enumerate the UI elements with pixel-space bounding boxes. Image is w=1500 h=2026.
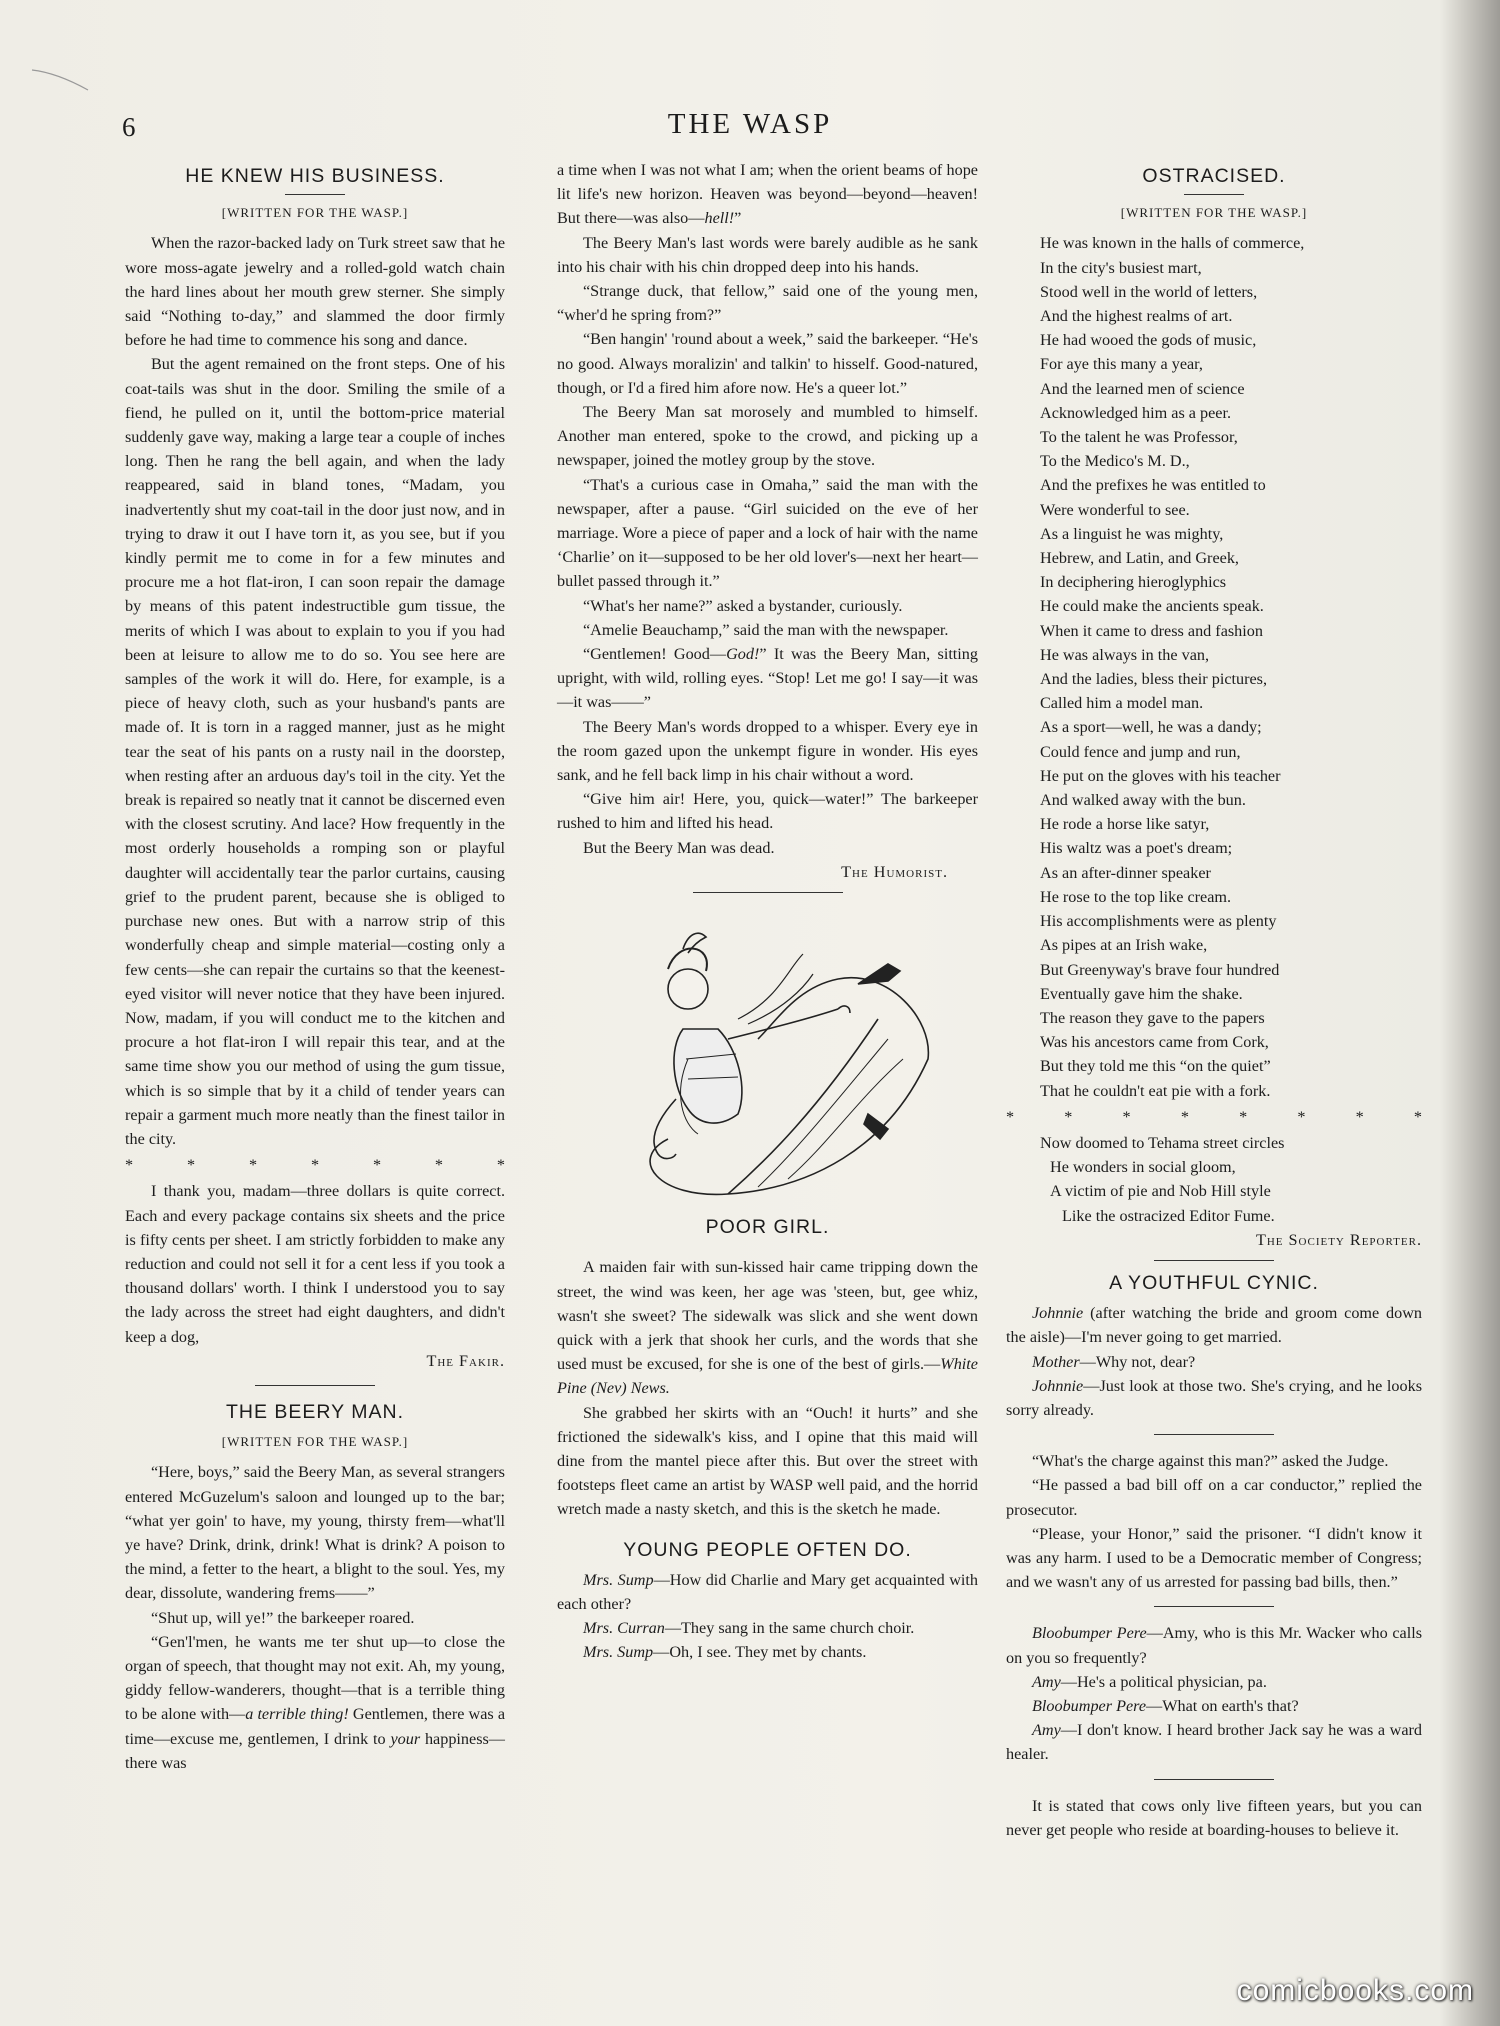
poem-line: The reason they gave to the papers <box>1040 1008 1265 1027</box>
falling-girl-illustration <box>588 909 948 1209</box>
poem-line: But they told me this “on the quiet” <box>1040 1057 1271 1076</box>
poem-stanza <box>1006 231 1422 1102</box>
section-stars: * * * * * * * <box>125 1156 505 1175</box>
poem-line: In deciphering hieroglyphics <box>1040 573 1227 592</box>
ornament-divider <box>1154 1260 1274 1261</box>
paragraph: The Beery Man's last words were barely audible as he sank into his chair with his chin dropped deep into his hands. <box>557 233 978 276</box>
poem-line: He had wooed the gods of music, <box>1040 331 1257 350</box>
poem-line: Were wonderful to see. <box>1040 500 1190 519</box>
paragraph: When the razor-backed lady on Turk street saw that he wore moss-agate jewelry and a rolled-gold watch chain the hard lines about her mouth grew sterner. She simply said “Nothing to-day,” and slammed the door firmly before he had time to commence his song and dance. <box>125 234 505 350</box>
poem-line: He rode a horse like satyr, <box>1040 815 1210 834</box>
paragraph: “Give him air! Here, you, quick—water!” The barkeeper rushed to him and lifted his head. <box>557 790 978 833</box>
paragraph: She grabbed her skirts with an “Ouch! it hurts” and she frictioned the sidewalk's kiss, and I opine that this maid will dine from the mantel piece after this. But over the street with footsteps fleet came an artist by WASP well paid, and the horrid wretch made a nasty sketch, and this is the sketch he made. <box>557 1403 978 1519</box>
signature: The Humorist. <box>841 862 948 881</box>
divider <box>1184 194 1244 195</box>
poem-line: A victim of pie and Nob Hill style <box>1050 1182 1271 1201</box>
paragraph: Amy—He's a political physician, pa. <box>1032 1672 1267 1691</box>
poem-line: As a sport—well, he was a dandy; <box>1040 718 1262 737</box>
poem-line: For aye this many a year, <box>1040 355 1203 374</box>
paragraph: “Ben hangin' 'round about a week,” said the barkeeper. “He's no good. Always moralizin' and talkin' to hisself. Good-natured, though, or I'd a fired him afore now. He's a queer lot.” <box>557 330 978 397</box>
column-middle <box>557 158 978 1665</box>
paragraph: “Gen'l'men, he wants me ter shut up—to close the organ of speech, that thought may not exit. Ah, my young, giddy fellow-wanderers, thought—that is a terrible thing to be alone with—a terrible thing! Gentlemen, there was a time—excuse me, gentlemen, I drink to your happiness—there was <box>125 1632 506 1772</box>
poem-line: Called him a model man. <box>1040 694 1204 713</box>
divider <box>1154 1779 1274 1780</box>
watermark: comicbooks.com <box>1236 1974 1474 2007</box>
column-right <box>1006 158 1422 1842</box>
divider <box>693 892 843 893</box>
paragraph: Bloobumper Pere—What on earth's that? <box>1032 1696 1299 1715</box>
paragraph: But the Beery Man was dead. <box>583 838 775 857</box>
poem-line: He wonders in social gloom, <box>1050 1158 1236 1177</box>
paragraph: Johnnie—Just look at those two. She's crying, and he looks sorry already. <box>1006 1376 1422 1419</box>
page-corner-mark <box>30 62 90 92</box>
article-title: YOUNG PEOPLE OFTEN DO. <box>623 1538 912 1561</box>
masthead-title: THE WASP <box>667 108 833 140</box>
paragraph: Amy—I don't know. I heard brother Jack say he was a ward healer. <box>1006 1721 1422 1764</box>
paragraph: “Amelie Beauchamp,” said the man with the newspaper. <box>583 620 949 639</box>
poem-line: As pipes at an Irish wake, <box>1040 936 1208 955</box>
paragraph: Bloobumper Pere—Amy, who is this Mr. Wacker who calls on you so frequently? <box>1006 1624 1422 1667</box>
poem-line: Stood well in the world of letters, <box>1040 282 1258 301</box>
poem-line: And the prefixes he was entitled to <box>1040 476 1266 495</box>
paragraph: The Beery Man sat morosely and mumbled to himself. Another man entered, spoke to the crowd, and picking up a newspaper, joined the motley group by the stove. <box>557 403 978 470</box>
poem-line: In the city's busiest mart, <box>1040 258 1202 277</box>
poem-line: And the ladies, bless their pictures, <box>1040 670 1268 689</box>
article-title: POOR GIRL. <box>705 1216 830 1239</box>
paragraph: “He passed a bad bill off on a car conductor,” replied the prosecutor. <box>1006 1476 1422 1519</box>
poem-line: As a linguist he was mighty, <box>1040 524 1224 543</box>
poem-line: And the highest realms of art. <box>1040 307 1233 326</box>
poem-line: Was his ancestors came from Cork, <box>1040 1033 1269 1052</box>
paragraph: “Please, your Honor,” said the prisoner. “I didn't know it was any harm. I used to be a Democratic member of Congress; and we wasn't any of us arrested for passing bad bills, then.” <box>1006 1524 1422 1592</box>
poem-line: His accomplishments were as plenty <box>1040 912 1277 931</box>
poem-line: He put on the gloves with his teacher <box>1040 766 1281 785</box>
poem-line: Could fence and jump and run, <box>1040 742 1241 761</box>
divider <box>1154 1606 1274 1607</box>
paragraph: A maiden fair with sun-kissed hair came tripping down the street, the wind was keen, her age was 'steen, but, gee whiz, wasn't she sweet? The sidewalk was slick and she went down quick with a jerk that shook her curls, and the words that she used must be excused, for she is one of the best of girls.—White Pine (Nev) News. <box>557 1258 978 1398</box>
poem-line: He could make the ancients speak. <box>1040 597 1264 616</box>
poem-line: That he couldn't eat pie with a fork. <box>1040 1081 1271 1100</box>
paragraph: “What's the charge against this man?” asked the Judge. <box>1032 1452 1389 1471</box>
paragraph: “Gentlemen! Good—God!” It was the Beery Man, sitting upright, with wild, rolling eyes. “Stop! Let me go! I say—it was—it was——” <box>557 645 978 712</box>
poem-line: He rose to the top like cream. <box>1040 887 1232 906</box>
column-left <box>125 158 505 1775</box>
poem-line: When it came to dress and fashion <box>1040 621 1263 640</box>
section-stars: * * * * * * * * <box>1006 1107 1422 1126</box>
divider <box>255 1385 375 1386</box>
article-title: HE KNEW HIS BUSINESS. <box>185 165 445 187</box>
byline: [WRITTEN FOR THE WASP.] <box>1120 205 1308 221</box>
article-title: THE BEERY MAN. <box>226 1400 404 1423</box>
byline: [WRITTEN FOR THE WASP.] <box>221 1434 409 1450</box>
signature: The Fakir. <box>426 1351 505 1370</box>
paragraph: It is stated that cows only live fifteen years, but you can never get people who reside at boarding-houses to believe it. <box>1006 1796 1422 1839</box>
byline: [WRITTEN FOR THE WASP.] <box>221 205 409 221</box>
page-number: 6 <box>122 112 136 142</box>
poem-line: As an after-dinner speaker <box>1040 863 1211 882</box>
paragraph: “What's her name?” asked a bystander, curiously. <box>583 596 903 615</box>
paragraph: Mrs. Curran—They sang in the same church choir. <box>583 1619 915 1638</box>
paragraph: Johnnie (after watching the bride and groom come down the aisle)—I'm never going to get married. <box>1006 1304 1422 1347</box>
paragraph: “Here, boys,” said the Beery Man, as several strangers entered McGuzelum's saloon and lounged up to the bar; “what yer goin' to have, my young, thirsty frem—what'll ye have? Drink, drink, drink! What is drink? A poison to the mind, a fetter to the heart, a blight to the soul. Yes, my dear, dissolute, wandering frems——” <box>125 1463 505 1603</box>
paragraph: Mrs. Sump—Oh, I see. They met by chants. <box>583 1643 867 1662</box>
paragraph: The Beery Man's words dropped to a whisper. Every eye in the room gazed upon the unkempt figure in wonder. His eyes sank, and he fell back limp in his chair without a word. <box>557 717 978 785</box>
poem-line: Acknowledged him as a peer. <box>1040 403 1232 422</box>
poem-line: He was known in the halls of commerce, <box>1040 234 1305 253</box>
poem-line: To the Medico's M. D., <box>1040 452 1190 471</box>
paragraph: Mrs. Sump—How did Charlie and Mary get acquainted with each other? <box>557 1570 978 1613</box>
divider <box>1154 1434 1274 1435</box>
poem-line: He was always in the van, <box>1040 645 1210 664</box>
paragraph: But the agent remained on the front steps. One of his coat-tails was shut in the door. Smiling the smile of a fiend, he pulled on it, until the bottom-price material suddenly gave way, making a large tear a couple of inches long. Then he rang the bell again, and when the lady reappeared, said in bland tones, “Madam, you inadvertently shut my coat-tail in the door just now, and in trying to draw it out I have torn it, as you see, but if you kindly permit me to come in for a few minutes and procure me a hot flat-iron, I can soon repair the damage by means of this patent indestructible gum tissue, the merits of which I was about to explain to you if you had been at leisure to allow me to do so. You see here are samples of the work it will do. Here, for example, is a piece of heavy cloth, such as your husband's pants are made of. It is torn in a ragged manner, just as he might tear the seat of his pants on a rusty nail in the doorstep, when resting after an arduous day's toil in the city. Yet the break is repaired so neatly tnat it cannot be discerned even with the closest scrutiny. And lace? How frequently in the most orderly households a romping son or playful daughter will accidentally tear the parlor curtains, causing grief to the prudent parent, because she is obliged to purchase new ones. But with a narrow strip of this wonderfully cheap and simple material—costing only a few cents—she can repair the curtains so that the keenest-eyed visitor will never notice that they have been injured. Now, madam, if you will conduct me to the kitchen and procure a hot flat-iron I will repair this tear, and at the same time show you our method of using the gum tissue, which is so simple that by it a child of tender years can repair a garment much more neatly than the finest tailor in the city. <box>125 355 505 1148</box>
paragraph: I thank you, madam—three dollars is quite correct. Each and every package contains six sheets and the price is fifty cents per sheet. I am strictly forbidden to make any reduction and could not sell it for a cent less if you took a thousand dollars' worth. I think I understood you to say the lady across the street had eight daughters, and didn't keep a dog, <box>125 1182 505 1346</box>
poem-line: And walked away with the bun. <box>1040 791 1246 810</box>
poem-stanza <box>1006 1131 1422 1228</box>
divider <box>285 194 345 195</box>
poem-line: To the talent he was Professor, <box>1040 428 1238 447</box>
article-title: A YOUTHFUL CYNIC. <box>1109 1271 1319 1294</box>
article-title: OSTRACISED. <box>1142 165 1286 187</box>
paragraph: “Strange duck, that fellow,” said one of the young men, “wher'd he spring from?” <box>557 282 978 325</box>
paragraph: “Shut up, will ye!” the barkeeper roared. <box>151 1608 415 1627</box>
poem-line: His waltz was a poet's dream; <box>1040 839 1233 858</box>
paragraph: Mother—Why not, dear? <box>1032 1352 1196 1371</box>
paragraph: a time when I was not what I am; when the orient beams of hope lit life's new horizon. Heaven was beyond—beyond—heaven! But there—was also—hell!” <box>557 161 978 228</box>
poem-line: But Greenyway's brave four hundred <box>1040 960 1280 979</box>
paragraph: “That's a curious case in Omaha,” said the man with the newspaper, after a pause. “Girl suicided on the eve of her marriage. Wore a piece of paper and a lock of hair with the name ‘Charlie’ on it—supposed to be her old lover's—next her heart—bullet passed through it.” <box>557 475 978 591</box>
poem-line: Hebrew, and Latin, and Greek, <box>1040 549 1239 568</box>
poem-line: And the learned men of science <box>1040 379 1245 398</box>
poem-line: Eventually gave him the shake. <box>1040 984 1243 1003</box>
poem-line: Like the ostracized Editor Fume. <box>1062 1206 1275 1225</box>
poem-line: Now doomed to Tehama street circles <box>1040 1133 1285 1152</box>
signature: The Society Reporter. <box>1255 1230 1422 1249</box>
